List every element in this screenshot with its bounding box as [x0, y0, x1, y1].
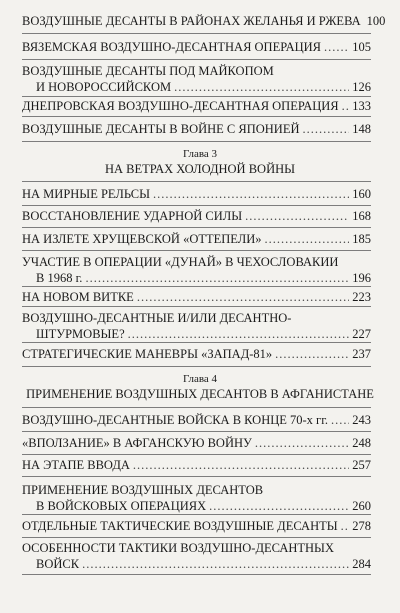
toc-entry — [22, 289, 371, 305]
entry-title: ВОЗДУШНЫЕ ДЕСАНТЫ В ВОЙНЕ С ЯПОНИЕЙ — [22, 122, 300, 136]
divider — [22, 476, 371, 477]
leader-dots — [133, 457, 349, 473]
divider — [22, 366, 371, 367]
page-number: 257 — [352, 458, 371, 472]
entry-title: НА НОВОМ ВИТКЕ — [22, 290, 134, 304]
page-number: 168 — [352, 209, 371, 223]
toc-entry — [22, 412, 371, 428]
divider — [22, 181, 371, 182]
entry-title: ДНЕПРОВСКАЯ ВОЗДУШНО-ДЕСАНТНАЯ ОПЕРАЦИЯ — [22, 99, 339, 113]
toc-entry — [22, 457, 371, 473]
leader-dots — [331, 412, 349, 428]
entry-title-line1: ВОЗДУШНО-ДЕСАНТНЫЕ И/ИЛИ ДЕСАНТНО- — [22, 311, 292, 325]
divider — [22, 116, 371, 117]
page-number: 196 — [352, 271, 371, 285]
page-number: 260 — [352, 499, 371, 513]
page-number: 133 — [352, 99, 371, 113]
divider — [22, 407, 371, 408]
entry-title-line2: ШТУРМОВЫЕ? — [36, 327, 125, 341]
page-number: 227 — [352, 327, 371, 341]
entry-title: ВОЗДУШНЫЕ ДЕСАНТЫ В РАЙОНАХ ЖЕЛАНЬЯ И РЖЕВА — [22, 14, 361, 28]
leader-dots — [303, 121, 350, 137]
leader-dots — [85, 270, 349, 286]
page-number: 243 — [352, 413, 371, 427]
entry-title-line1: ПРИМЕНЕНИЕ ВОЗДУШНЫХ ДЕСАНТОВ — [22, 483, 264, 497]
entry-title: СТРАТЕГИЧЕСКИЕ МАНЕВРЫ «ЗАПАД-81» — [22, 347, 273, 361]
divider — [22, 306, 371, 307]
chapter-label: Глава 4 — [182, 373, 218, 385]
chapter-title: НА ВЕТРАХ ХОЛОДНОЙ ВОЙНЫ — [104, 162, 296, 176]
toc-entry — [22, 39, 371, 55]
divider — [22, 574, 371, 575]
divider — [22, 33, 371, 34]
entry-title-line1: ВОЗДУШНЫЕ ДЕСАНТЫ ПОД МАЙКОПОМ — [22, 64, 274, 78]
toc-entry — [22, 121, 371, 137]
page-number: 284 — [352, 557, 371, 571]
divider — [22, 250, 371, 251]
entry-title-line2: ВОЙСК — [36, 557, 80, 571]
entry-title: ВОССТАНОВЛЕНИЕ УДАРНОЙ СИЛЫ — [22, 209, 243, 223]
divider — [22, 205, 371, 206]
leader-dots — [342, 98, 350, 114]
divider — [22, 342, 371, 343]
page-number: 100 — [366, 14, 386, 28]
entry-title: ВЯЗЕМСКАЯ ВОЗДУШНО-ДЕСАНТНАЯ ОПЕРАЦИЯ — [22, 40, 321, 54]
page-number: 278 — [352, 519, 371, 533]
entry-title-line2: В 1968 г. — [36, 271, 83, 285]
leader-dots — [82, 556, 349, 572]
toc-entry — [22, 540, 371, 572]
toc-entry — [22, 482, 371, 514]
entry-title: НА МИРНЫЕ РЕЛЬСЫ — [22, 187, 150, 201]
divider — [22, 454, 371, 455]
divider — [22, 141, 371, 142]
toc-entry — [22, 346, 371, 362]
leader-dots — [137, 289, 349, 305]
toc-entry — [22, 13, 386, 29]
chapter-label: Глава 3 — [182, 148, 218, 160]
page-number: 148 — [352, 122, 371, 136]
toc-entry — [22, 254, 371, 286]
leader-dots — [128, 326, 350, 342]
page-number: 185 — [352, 232, 371, 246]
leader-dots — [341, 518, 350, 534]
entry-title: НА ИЗЛЕТЕ ХРУЩЕВСКОЙ «ОТТЕПЕЛИ» — [22, 232, 262, 246]
leader-dots — [153, 186, 349, 202]
leader-dots — [275, 346, 349, 362]
divider — [22, 227, 371, 228]
toc-entry — [22, 231, 371, 247]
page-number: 126 — [352, 80, 371, 94]
toc-entry — [22, 435, 371, 451]
leader-dots — [174, 79, 349, 95]
entry-title: «ВПОЛЗАНИЕ» В АФГАНСКУЮ ВОЙНУ — [22, 436, 252, 450]
page-number: 160 — [352, 187, 371, 201]
divider — [22, 537, 371, 538]
divider — [22, 59, 371, 60]
page-number: 237 — [352, 347, 371, 361]
toc-entry — [22, 310, 371, 342]
divider — [22, 96, 371, 97]
toc-entry — [22, 518, 371, 534]
divider — [22, 514, 371, 515]
divider — [22, 286, 371, 287]
leader-dots — [245, 208, 349, 224]
chapter-title: ПРИМЕНЕНИЕ ВОЗДУШНЫХ ДЕСАНТОВ В АФГАНИСТАНЕ — [26, 387, 374, 401]
toc-entry — [22, 186, 371, 202]
entry-title: ВОЗДУШНО-ДЕСАНТНЫЕ ВОЙСКА В КОНЦЕ 70-х гг. — [22, 413, 329, 427]
leader-dots — [265, 231, 350, 247]
page-number: 248 — [352, 436, 371, 450]
leader-dots — [209, 498, 349, 514]
entry-title-line2: И НОВОРОССИЙСКОМ — [36, 80, 172, 94]
entry-title-line1: УЧАСТИЕ В ОПЕРАЦИИ «ДУНАЙ» В ЧЕХОСЛОВАКИИ — [22, 255, 339, 269]
entry-title-line1: ОСОБЕННОСТИ ТАКТИКИ ВОЗДУШНО-ДЕСАНТНЫХ — [22, 541, 334, 555]
page-number: 105 — [352, 40, 371, 54]
leader-dots — [255, 435, 349, 451]
entry-title: ОТДЕЛЬНЫЕ ТАКТИЧЕСКИЕ ВОЗДУШНЫЕ ДЕСАНТЫ — [22, 519, 338, 533]
entry-title-line2: В ВОЙСКОВЫХ ОПЕРАЦИЯХ — [36, 499, 207, 513]
divider — [22, 431, 371, 432]
leader-dots — [324, 39, 349, 55]
toc-entry — [22, 63, 371, 95]
toc-entry — [22, 98, 371, 114]
entry-title: НА ЭТАПЕ ВВОДА — [22, 458, 130, 472]
page-number: 223 — [352, 290, 371, 304]
toc-entry — [22, 208, 371, 224]
